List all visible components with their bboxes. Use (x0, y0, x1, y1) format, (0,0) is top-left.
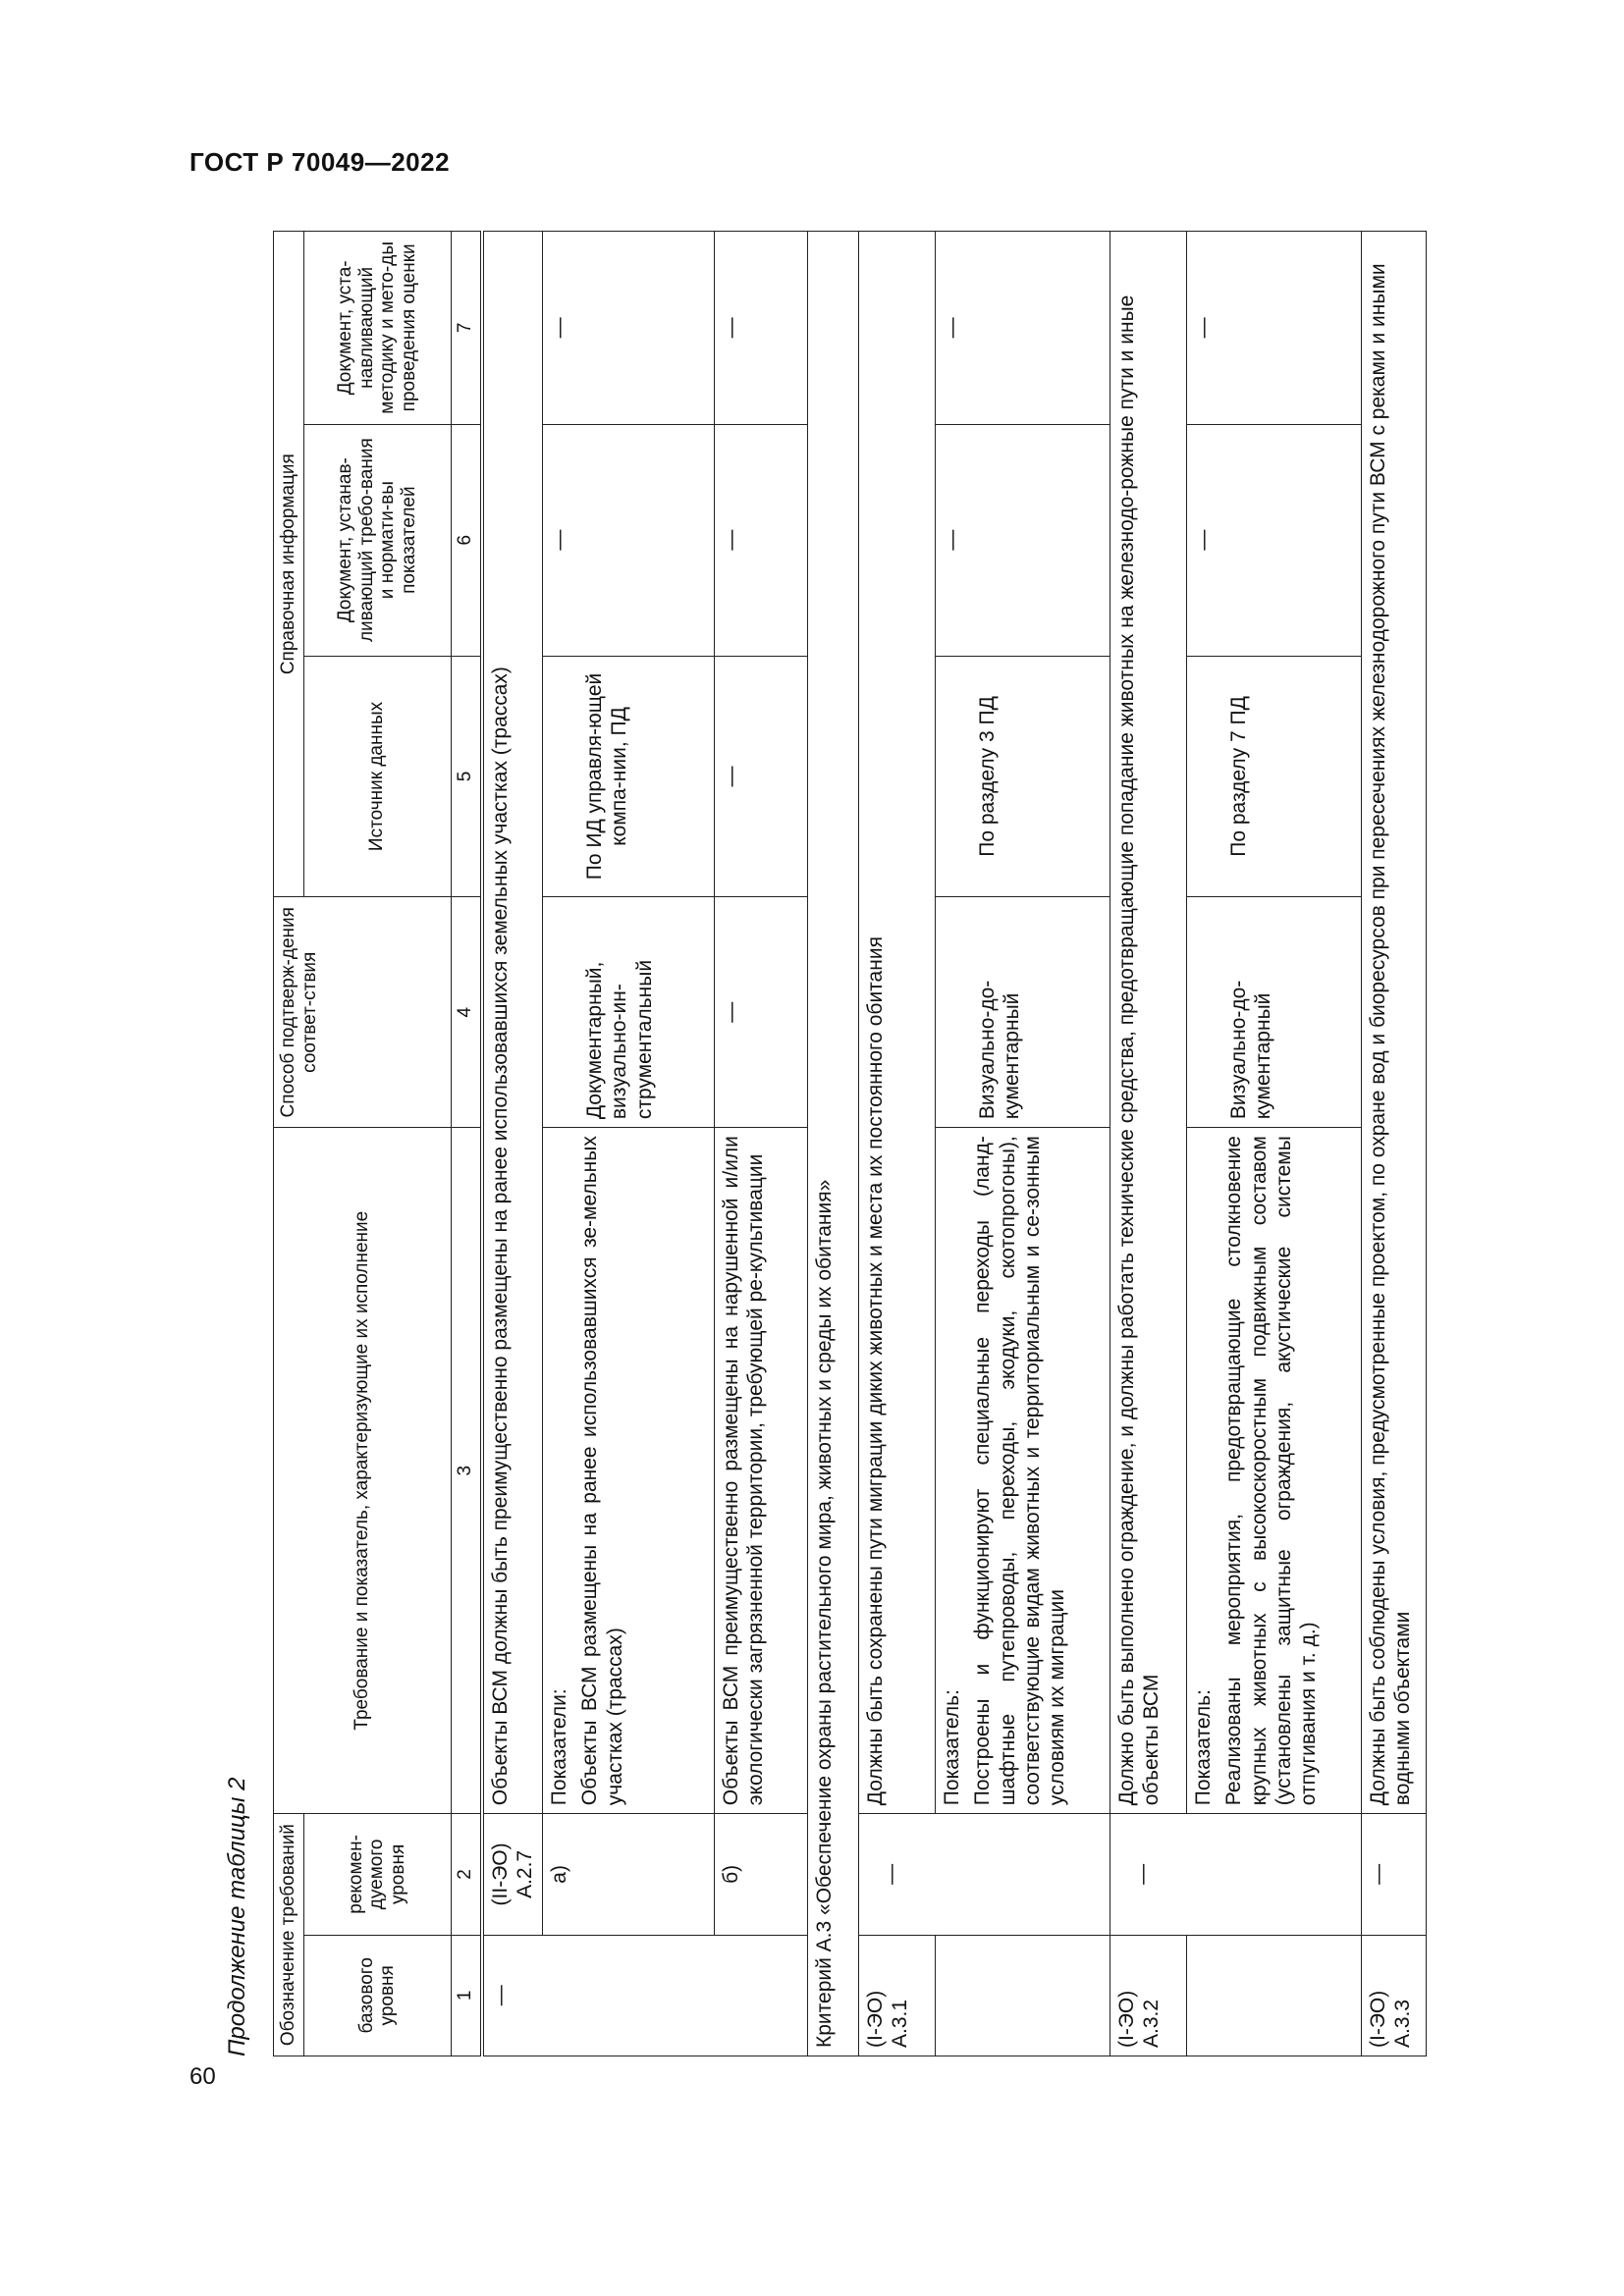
recommended-cell: — (1362, 1814, 1427, 1935)
recommended-cell: — (859, 1814, 1110, 1935)
doc-requirements-cell: — (543, 424, 715, 656)
colnum: 4 (451, 897, 481, 1128)
method-cell: Визуально-до-кументарный (1187, 897, 1362, 1128)
indicator-text: Построены и функционируют специальные переходы (ланд-шафтные путепроводы, переходы, экодуки, скотопрогоны), соответствующие видам животных и территориальным и се-зонным условиям их миграции (971, 1136, 1068, 1806)
empty-cell (936, 1935, 1110, 2056)
indicator-text: Объекты ВСМ преимущественно размещены на нарушенной и/или экологически загрязненной территории, требующей ре-культивации (715, 1128, 808, 1814)
requirement-text: Должны быть соблюдены условия, предусмотренные проектом, по охране вод и биоресурсов при пересечениях железнодорожного пути ВСМ с реками и иными водными объектами (1362, 232, 1427, 1814)
requirements-table (273, 231, 1427, 2056)
empty-cell (1187, 1935, 1362, 2056)
colnum: 2 (451, 1814, 481, 1935)
colnum: 3 (451, 1128, 481, 1814)
requirement-code: (I-ЭО) А.3.1 (859, 1935, 936, 2056)
source-cell: — (715, 656, 808, 897)
indicator-letter: а) (543, 1814, 715, 1935)
table-row (715, 232, 808, 2056)
requirement-code: (I-ЭО) А.3.2 (1110, 1935, 1187, 2056)
doc-requirements-cell: — (936, 424, 1110, 656)
requirement-code: (II-ЭО) А.2.7 (482, 1814, 543, 1935)
table-row (859, 232, 936, 2056)
table-row (1362, 232, 1427, 2056)
doc-method-cell: — (543, 232, 715, 425)
doc-requirements-cell: — (1187, 424, 1362, 656)
method-header: Способ подтверж-дения соответ-ствия (274, 897, 452, 1128)
source-cell: По разделу 7 ПД (1187, 656, 1362, 897)
method-cell: Документарный, визуально-ин-струментальный (543, 897, 715, 1128)
doc-method-cell: — (1187, 232, 1362, 425)
indicator-letter: б) (715, 1814, 808, 1935)
table-row (1187, 232, 1362, 2056)
table-row (1110, 232, 1187, 2056)
indicator-label: Показатель: (1192, 1689, 1216, 1806)
requirement-text: Должны быть сохранены пути миграции диких животных и места их постоянного обитания (859, 232, 936, 1814)
table-row (543, 232, 715, 2056)
indicator-cell (1187, 1128, 1362, 1814)
indicator-cell (543, 1128, 715, 1814)
base-level-header: базового уровня (303, 1935, 451, 2056)
doc-method-header: Документ, уста-навливающий методику и мето-ды проведения оценки (303, 232, 451, 425)
source-cell: По ИД управля-ющей компа-нии, ПД (543, 656, 715, 897)
reference-header: Справочная информация (274, 232, 304, 897)
colnum: 6 (451, 424, 481, 656)
indicator-text: Реализованы мероприятия, предотвращающие столкновение крупных животных с высокоскоростным подвижным составом (установлены защитные ограждения, акустические системы отпугивания и т. д.) (1222, 1136, 1320, 1806)
source-cell: По разделу 3 ПД (936, 656, 1110, 897)
rotated-table-area (224, 231, 1432, 2056)
table-continuation-caption: Продолжение таблицы 2 (224, 1777, 250, 2056)
colnum: 5 (451, 656, 481, 897)
requirement-code: (I-ЭО) А.3.3 (1362, 1935, 1427, 2056)
doc-requirements-header: Документ, устанав-ливающий требо-вания и нормати-вы показателей (303, 424, 451, 656)
table-row (936, 232, 1110, 2056)
recommended-cell: — (1110, 1814, 1362, 1935)
source-header: Источник данных (303, 656, 451, 897)
criterion-row (808, 232, 859, 2056)
indicator-text: Объекты ВСМ размещены на ранее использовавшихся зе-мельных участках (трассах) (578, 1136, 626, 1806)
table-row (482, 232, 543, 2056)
method-cell: — (715, 897, 808, 1128)
indicators-label: Показатели: (548, 1688, 571, 1806)
doc-method-cell: — (715, 232, 808, 425)
doc-requirements-cell: — (715, 424, 808, 656)
designation-header: Обозначение требований (274, 1814, 304, 2056)
doc-method-cell: — (936, 232, 1110, 425)
colnum: 1 (451, 1935, 481, 2056)
document-header: ГОСТ Р 70049—2022 (189, 147, 451, 177)
colnum: 7 (451, 232, 481, 425)
indicator-label: Показатель: (941, 1689, 964, 1806)
column-numbers-row (451, 232, 481, 2056)
requirement-text: Должно быть выполнено ограждение, и должны работать технические средства, предотвращающие попадание животных на железнодо-рожные пути и иные объекты ВСМ (1110, 232, 1187, 1814)
base-level-cell: — (482, 1935, 808, 2056)
requirement-text: Объекты ВСМ должны быть преимущественно размещены на ранее использовавшихся земельных участках (трассах) (482, 232, 543, 1814)
indicator-cell (936, 1128, 1110, 1814)
method-cell: Визуально-до-кументарный (936, 897, 1110, 1128)
criterion-title: Критерий А.3 «Обеспечение охраны растительного мира, животных и среды их обитания» (808, 232, 859, 2056)
recommended-level-header: рекомен-дуемого уровня (303, 1814, 451, 1935)
requirement-header: Требование и показатель, характеризующие их исполнение (274, 1128, 452, 1814)
page-number: 60 (189, 2063, 216, 2090)
header-row-1 (274, 232, 304, 2056)
